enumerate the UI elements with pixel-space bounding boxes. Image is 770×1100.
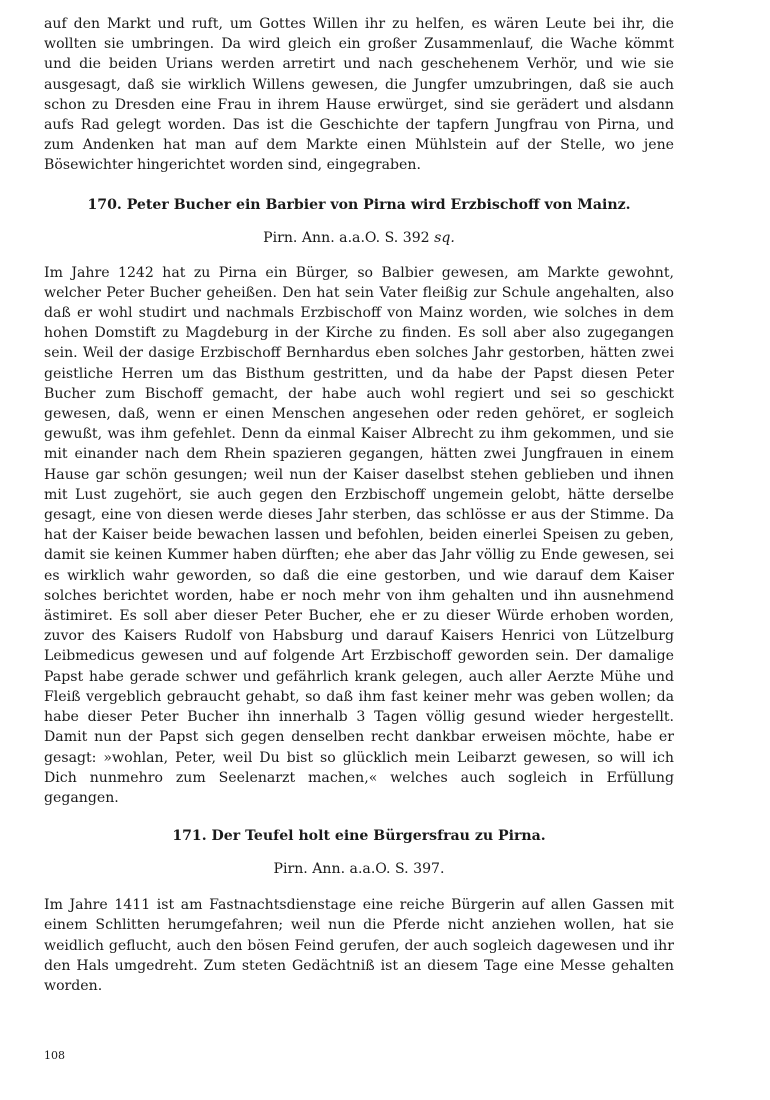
section-171-source-main: Pirn. Ann. a.a.O. S. 397. [273,861,445,878]
page-body [44,14,674,996]
section-171-source [44,859,674,879]
section-170-text: Im Jahre 1242 hat zu Pirna ein Bürger, so Balbier gewesen, am Markte gewohnt, welcher Peter Bucher geheißen. Den hat sein Vater fleißig zur Schule angehalten, also daß er wohl studirt und nachmals Erzbischoff von Mainz worden, wie solches in dem hohen Domstift zu Magdeburg in der Kirche zu finden. Es soll aber also zugegangen sein. Weil der dasige Erzbischoff Bernhardus eben solches Jahr gestorben, hätten zwei geistliche Herren um das Bisthum gestritten, und da habe der Papst diesen Peter Bucher zum Bischoff gemacht, der habe auch wohl regiert und sei so geschickt gewesen, daß, wenn er einen Menschen angesehen oder reden gehöret, er sogleich gewußt, was ihm gefehlet. Denn da einmal Kaiser Albrecht zu ihm gekommen, und sie mit einander nach dem Rhein spazieren gegangen, hätten zwei Jungfrauen in einem Hause gar schön gesungen; weil nun der Kaiser daselbst stehen geblieben und ihnen mit Lust zugehört, sie auch gegen den Erzbischoff ungemein gelobt, hätte derselbe gesagt, eine von diesen werde dieses Jahr sterben, das schlösse er aus der Stimme. Da hat der Kaiser beide bewachen lassen und befohlen, beiden einerlei Speisen zu geben, damit sie keinen Kummer haben dürften; ehe aber das Jahr völlig zu Ende gewesen, sei es wirklich wahr geworden, so daß die eine gestorben, und wie darauf dem Kaiser solches berichtet worden, habe er noch mehr von ihm gehalten und ihn ausnehmend ästimiret. Es soll aber dieser Peter Bucher, ehe er zu dieser Würde erhoben worden, zuvor des Kaisers Rudolf von Habsburg und darauf Kaisers Henrici von Lützelburg Leibmedicus gewesen und auf folgende Art Erzbischoff geworden sein. Der damalige Papst habe gerade schwer und gefährlich krank gelegen, auch aller Aerzte Mühe und Fleiß vergeblich gebraucht gehabt, so daß ihm fast keiner mehr was geben wollen; da habe dieser Peter Bucher ihn innerhalb 3 Tagen völlig gesund wieder hergestellt. Damit nun der Papst sich gegen denselben recht dankbar erweisen möchte, habe er gesagt: »wohlan, Peter, weil Du bist so glücklich mein Leibarzt gewesen, so will ich Dich nunmehro zum Seelenarzt machen,« welches auch sogleich in Erfüllung gegangen. [44,264,674,806]
section-170-title: 170. Peter Bucher ein Barbier von Pirna wird Erzbischoff von Mainz. [87,196,631,213]
intro-paragraph: auf den Markt und ruft, um Gottes Willen ihr zu helfen, es wären Leute bei ihr, die wollten sie umbringen. Da wird gleich ein großer Zusammenlauf, die Wache kömmt und die beiden Urians werden arretirt und nach geschehenem Verhör, und wie sie ausgesagt, daß sie wirklich Willens gewesen, die Jungfer umzubringen, daß sie auch schon zu Dresden eine Frau in ihrem Hause erwürget, sind sie gerädert und alsdann aufs Rad gelegt worden. Das ist die Geschichte der tapfern Jungfrau von Pirna, und zum Andenken hat man auf dem Markte einen Mühlstein auf der Stelle, wo jene Bösewichter hingerichtet worden sind, eingegraben. [44,16,674,174]
section-171-title: 171. Der Teufel holt eine Bürgersfrau zu Pirna. [172,828,546,845]
page-number: 108 [44,1049,65,1062]
section-170-source [44,228,674,248]
section-171-text: Im Jahre 1411 ist am Fastnachtsdienstage eine reiche Bürgerin auf allen Gassen mit einem Schlitten herumgefahren; weil nun die Pferde nicht anziehen wollen, hat sie weidlich geflucht, auch den bösen Feind gerufen, der auch sogleich dagewesen und ihr den Hals umgedreht. Zum steten Gedächtniß ist an diesem Tage eine Messe gehalten worden. [44,897,674,994]
section-170-source-italic: sq. [434,229,455,246]
section-170-source-main: Pirn. Ann. a.a.O. S. 392 [263,229,435,246]
